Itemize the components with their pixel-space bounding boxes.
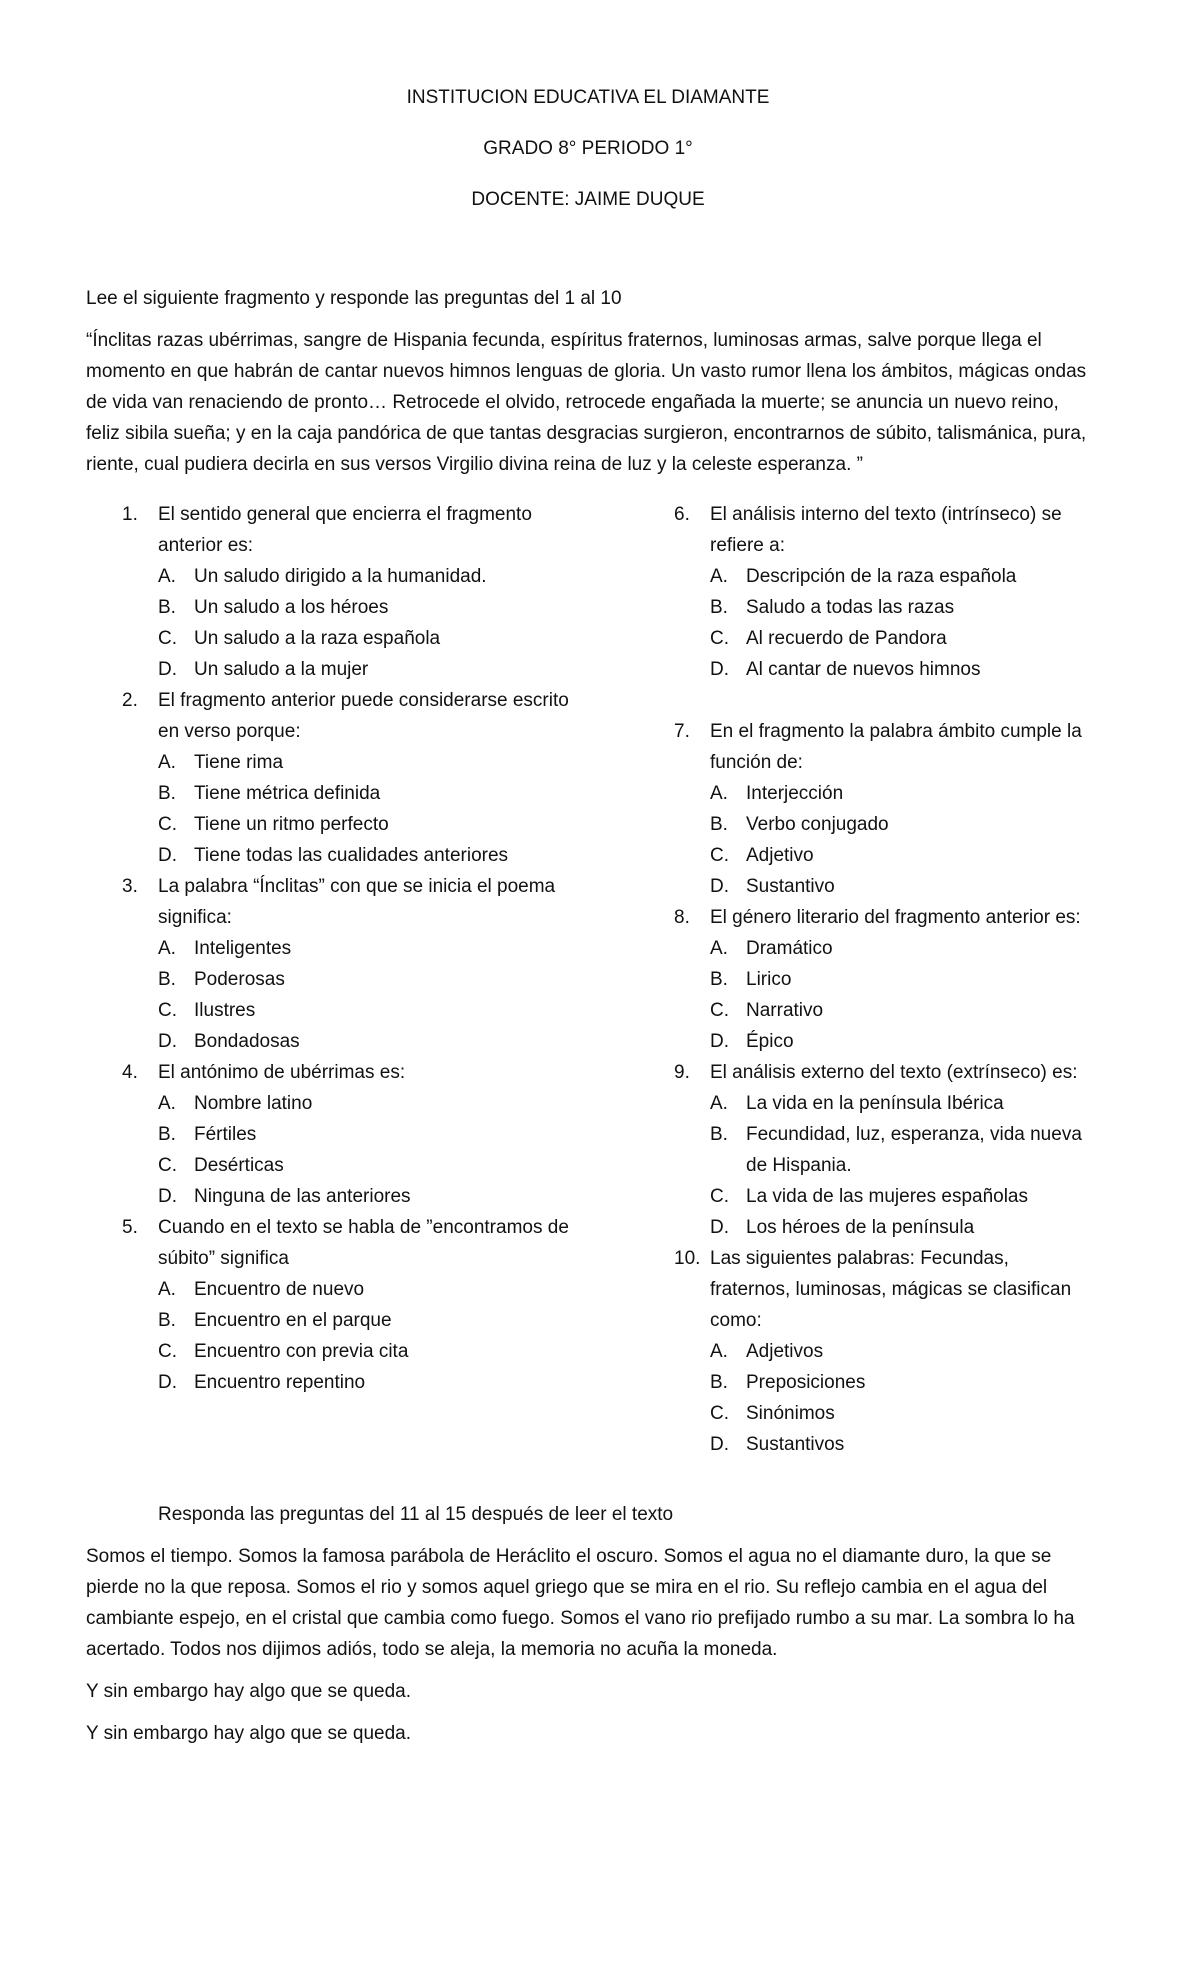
option-letter: D. — [158, 1186, 177, 1207]
grade-period: GRADO 8° PERIODO 1° — [483, 138, 693, 159]
document-header — [86, 82, 1090, 215]
option-letter: A. — [158, 566, 176, 587]
option-letter: D. — [710, 876, 729, 897]
teacher-name: DOCENTE: JAIME DUQUE — [471, 189, 705, 210]
option-text: Ilustres — [194, 1000, 256, 1021]
question-text: El género literario del fragmento anterior es: — [710, 907, 1081, 928]
question-text: El análisis externo del texto (extrínseco) es: — [710, 1062, 1078, 1083]
question-text: Las siguientes palabras: Fecundas, fraternos, luminosas, mágicas se clasifican como: — [710, 1248, 1072, 1331]
option-letter: A. — [158, 1093, 176, 1114]
question-text: La palabra “Ínclitas” con que se inicia el poema significa: — [158, 876, 556, 928]
option-text: Ninguna de las anteriores — [194, 1186, 411, 1207]
option-text: Verbo conjugado — [746, 814, 889, 835]
option-letter: A. — [710, 938, 728, 959]
option-text: Sustantivo — [746, 876, 835, 897]
question-number: 9. — [674, 1062, 690, 1083]
option-letter: C. — [710, 1000, 729, 1021]
answer-option — [638, 623, 1090, 654]
option-text: Encuentro en el parque — [194, 1310, 392, 1331]
answer-option — [86, 1274, 638, 1305]
answer-option — [86, 1181, 638, 1212]
option-letter: A. — [158, 938, 176, 959]
question — [638, 499, 1090, 685]
option-letter: A. — [710, 1093, 728, 1114]
option-letter: D. — [158, 845, 177, 866]
question-number: 10. — [674, 1248, 701, 1269]
question-number: 4. — [122, 1062, 138, 1083]
question — [86, 1057, 638, 1212]
closing-line-2: Y sin embargo hay algo que se queda. — [86, 1723, 411, 1744]
answer-option — [638, 778, 1090, 809]
option-text: Saludo a todas las razas — [746, 597, 955, 618]
option-letter: C. — [158, 1000, 177, 1021]
option-text: Tiene todas las cualidades anteriores — [194, 845, 509, 866]
option-letter: B. — [710, 969, 728, 990]
question-number: 5. — [122, 1217, 138, 1238]
option-text: La vida de las mujeres españolas — [746, 1186, 1029, 1207]
option-letter: C. — [158, 814, 177, 835]
option-letter: B. — [710, 1372, 728, 1393]
questions-section — [86, 499, 1090, 1460]
answer-option — [86, 654, 638, 685]
answer-option — [86, 747, 638, 778]
question-text: El fragmento anterior puede considerarse escrito en verso porque: — [158, 690, 569, 742]
option-text: Interjección — [746, 783, 844, 804]
answer-option — [86, 1305, 638, 1336]
question-text: Cuando en el texto se habla de ”encontramos de súbito” significa — [158, 1217, 569, 1269]
option-text: Fecundidad, luz, esperanza, vida nueva de Hispania. — [746, 1124, 1082, 1176]
answer-option — [638, 995, 1090, 1026]
question-text: En el fragmento la palabra ámbito cumple la función de: — [710, 721, 1082, 773]
question — [86, 871, 638, 1057]
section-2-instructions: Responda las preguntas del 11 al 15 después de leer el texto — [158, 1504, 674, 1525]
answer-option — [638, 1336, 1090, 1367]
question — [86, 685, 638, 871]
option-text: Bondadosas — [194, 1031, 300, 1052]
answer-option — [86, 1367, 638, 1398]
answer-option — [86, 933, 638, 964]
option-letter: B. — [158, 969, 176, 990]
option-letter: D. — [710, 659, 729, 680]
option-text: Dramático — [746, 938, 833, 959]
question-text: El análisis interno del texto (intrínseco) se refiere a: — [710, 504, 1062, 556]
option-letter: A. — [710, 1341, 728, 1362]
option-text: Descripción de la raza española — [746, 566, 1017, 587]
question-number: 7. — [674, 721, 690, 742]
institution-name: INSTITUCION EDUCATIVA EL DIAMANTE — [406, 87, 770, 108]
option-letter: A. — [710, 566, 728, 587]
option-letter: C. — [710, 1403, 729, 1424]
answer-option — [638, 1026, 1090, 1057]
option-letter: B. — [158, 1124, 176, 1145]
option-text: Tiene métrica definida — [194, 783, 381, 804]
answer-option — [86, 995, 638, 1026]
option-letter: C. — [158, 628, 177, 649]
answer-option — [638, 1367, 1090, 1398]
answer-option — [638, 1398, 1090, 1429]
option-text: La vida en la península Ibérica — [746, 1093, 1004, 1114]
answer-option — [86, 623, 638, 654]
questions-left-column — [86, 499, 638, 1460]
answer-option — [86, 1119, 638, 1150]
option-text: Sinónimos — [746, 1403, 835, 1424]
option-letter: B. — [710, 814, 728, 835]
answer-option — [86, 561, 638, 592]
answer-option — [638, 1212, 1090, 1243]
option-text: Adjetivos — [746, 1341, 824, 1362]
option-letter: B. — [158, 783, 176, 804]
option-letter: B. — [710, 1124, 728, 1145]
answer-option — [86, 840, 638, 871]
question-number: 8. — [674, 907, 690, 928]
option-letter: B. — [158, 597, 176, 618]
poem-fragment: “Ínclitas razas ubérrimas, sangre de Hispania fecunda, espíritus fraternos, luminosas armas, salve porque llega el momento en que habrán de cantar nuevos himnos lenguas de gloria. Un vasto rumor llena los ámbitos, mágicas ondas de vida van renaciendo de pronto… Retrocede el olvido, retrocede engañada la muerte; se anuncia un nuevo reino, feliz sibila sueña; y en la caja pandórica de que tantas desgracias surgieron, encontrarnos de súbito, talismánica, pura, riente, cual pudiera decirla en sus versos Virgilio divina reina de luz y la celeste esperanza. ” — [86, 330, 1087, 475]
option-letter: C. — [158, 1155, 177, 1176]
answer-option — [638, 933, 1090, 964]
option-letter: A. — [158, 1279, 176, 1300]
answer-option — [638, 1088, 1090, 1119]
question — [638, 716, 1090, 902]
answer-option — [638, 809, 1090, 840]
option-text: Un saludo dirigido a la humanidad. — [194, 566, 487, 587]
answer-option — [86, 1336, 638, 1367]
question-number: 1. — [122, 504, 138, 525]
option-letter: D. — [710, 1031, 729, 1052]
option-text: Los héroes de la península — [746, 1217, 975, 1238]
question — [638, 902, 1090, 1057]
option-letter: D. — [158, 1031, 177, 1052]
answer-option — [638, 840, 1090, 871]
question — [638, 1057, 1090, 1243]
answer-option — [638, 654, 1090, 685]
answer-option — [638, 1429, 1090, 1460]
option-letter: B. — [710, 597, 728, 618]
option-text: Un saludo a los héroes — [194, 597, 389, 618]
option-text: Inteligentes — [194, 938, 292, 959]
option-text: Al recuerdo de Pandora — [746, 628, 947, 649]
questions-right-column — [638, 499, 1090, 1460]
option-letter: D. — [158, 659, 177, 680]
option-letter: B. — [158, 1310, 176, 1331]
closing-line-1: Y sin embargo hay algo que se queda. — [86, 1681, 411, 1702]
option-text: Al cantar de nuevos himnos — [746, 659, 981, 680]
option-letter: C. — [710, 628, 729, 649]
question — [638, 1243, 1090, 1460]
option-text: Nombre latino — [194, 1093, 313, 1114]
answer-option — [86, 964, 638, 995]
option-letter: A. — [710, 783, 728, 804]
question-text: El sentido general que encierra el fragmento anterior es: — [158, 504, 532, 556]
answer-option — [638, 561, 1090, 592]
option-letter: C. — [710, 1186, 729, 1207]
question-number: 2. — [122, 690, 138, 711]
option-text: Preposiciones — [746, 1372, 866, 1393]
option-letter: D. — [710, 1217, 729, 1238]
option-text: Narrativo — [746, 1000, 824, 1021]
answer-option — [638, 1119, 1090, 1181]
option-letter: A. — [158, 752, 176, 773]
option-text: Tiene rima — [194, 752, 284, 773]
answer-option — [86, 809, 638, 840]
answer-option — [638, 871, 1090, 902]
option-text: Encuentro de nuevo — [194, 1279, 365, 1300]
question-number: 3. — [122, 876, 138, 897]
instructions: Lee el siguiente fragmento y responde las preguntas del 1 al 10 — [86, 288, 622, 309]
option-text: Encuentro con previa cita — [194, 1341, 409, 1362]
option-text: Desérticas — [194, 1155, 284, 1176]
answer-option — [86, 1088, 638, 1119]
option-text: Sustantivos — [746, 1434, 845, 1455]
option-text: Poderosas — [194, 969, 285, 990]
answer-option — [638, 1181, 1090, 1212]
answer-option — [86, 592, 638, 623]
reading-text: Somos el tiempo. Somos la famosa parábola de Heráclito el oscuro. Somos el agua no el diamante duro, la que se pierde no la que reposa. Somos el rio y somos aquel griego que se mira en el rio. Su reflejo cambia en el agua del cambiante espejo, en el cristal que cambia como fuego. Somos el vano rio prefijado rumbo a su mar. La sombra lo ha acertado. Todos nos dijimos adiós, todo se aleja, la memoria no acuña la moneda. — [86, 1546, 1075, 1660]
answer-option — [638, 592, 1090, 623]
answer-option — [638, 964, 1090, 995]
option-text: Encuentro repentino — [194, 1372, 366, 1393]
option-letter: D. — [710, 1434, 729, 1455]
option-text: Un saludo a la mujer — [194, 659, 369, 680]
option-letter: D. — [158, 1372, 177, 1393]
option-text: Fértiles — [194, 1124, 257, 1145]
option-text: Épico — [746, 1031, 794, 1052]
answer-option — [86, 778, 638, 809]
option-text: Lirico — [746, 969, 792, 990]
question — [86, 1212, 638, 1398]
option-text: Adjetivo — [746, 845, 814, 866]
option-text: Un saludo a la raza española — [194, 628, 441, 649]
question-number: 6. — [674, 504, 690, 525]
question — [86, 499, 638, 685]
option-letter: C. — [158, 1341, 177, 1362]
answer-option — [86, 1026, 638, 1057]
option-letter: C. — [710, 845, 729, 866]
option-text: Tiene un ritmo perfecto — [194, 814, 389, 835]
question-text: El antónimo de ubérrimas es: — [158, 1062, 406, 1083]
answer-option — [86, 1150, 638, 1181]
